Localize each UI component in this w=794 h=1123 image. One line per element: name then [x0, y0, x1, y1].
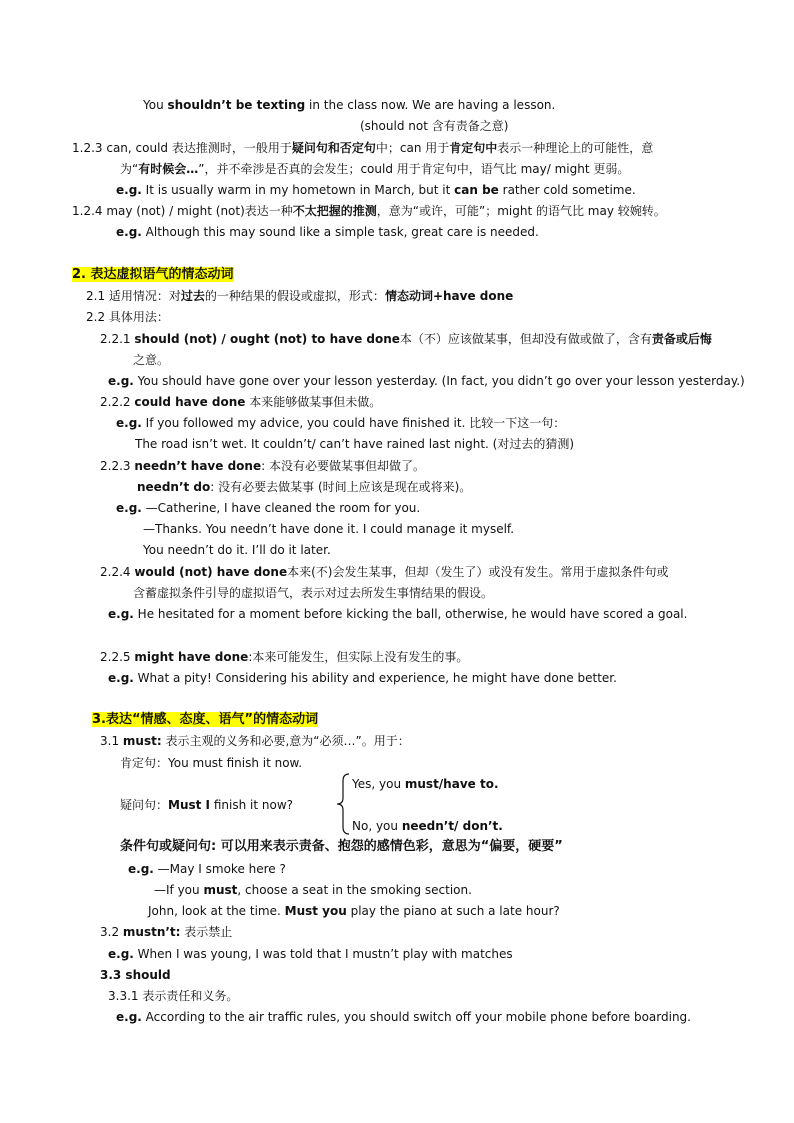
example-line: e.g. He hesitated for a moment before kicking the ball, otherwise, he would have scored a goal. [108, 607, 688, 621]
section-1-2-3: 1.2.3 can, could 表达推测时，一般用于疑问句和否定句中；can 用于肯定句中表示一种理论上的可能性，意 [72, 141, 654, 155]
example-line: e.g. If you followed my advice, you could have finished it. 比较一下这一句： [116, 416, 566, 430]
example-line: John, look at the time. Must you play the piano at such a late hour? [148, 904, 560, 918]
example-line: e.g. —Catherine, I have cleaned the room for you. [116, 501, 421, 515]
example-line: —If you must, choose a seat in the smoking section. [154, 883, 472, 897]
example-line: e.g. Although this may sound like a simple task, great care is needed. [116, 225, 539, 239]
example-line: —Thanks. You needn’t have done it. I could manage it myself. [143, 522, 515, 536]
example-line: e.g. It is usually warm in my hometown in March, but it can be rather cold sometime. [116, 183, 636, 197]
example-line: You shouldn’t be texting in the class now. We are having a lesson. [143, 98, 556, 112]
section-2-2-4: 2.2.4 would (not) have done本来(不)会发生某事，但却（发生了）或没有发生。常用于虚拟条件句或 [100, 565, 669, 579]
paragraph-line: 疑问句：Must I finish it now? [120, 798, 293, 812]
example-line: e.g. You should have gone over your lesson yesterday. (In fact, you didn’t go over your lesson yesterday.) [108, 374, 745, 388]
section-2-2: 2.2 具体用法： [86, 310, 169, 324]
section-3-3-1: 3.3.1 表示责任和义务。 [108, 989, 239, 1003]
note-line: (should not 含有责备之意) [360, 119, 509, 133]
section-2-2-2: 2.2.2 could have done 本来能够做某事但未做。 [100, 395, 382, 409]
section-2-2-5: 2.2.5 might have done:本来可能发生，但实际上没有发生的事。 [100, 650, 469, 664]
example-line: You needn’t do it. I’ll do it later. [143, 543, 331, 557]
section-2-2-1: 2.2.1 should (not) / ought (not) to have done本（不）应该做某事，但却没有做或做了，含有责备或后悔 [100, 332, 712, 346]
section-3-3: 3.3 should [100, 968, 171, 982]
example-line: The road isn’t wet. It couldn’t/ can’t have rained last night. (对过去的猜测) [135, 437, 575, 451]
section-3-2: 3.2 mustn’t: 表示禁止 [100, 925, 233, 939]
paragraph-line: 之意。 [133, 353, 170, 367]
answer-line: Yes, you must/have to. [352, 777, 499, 791]
example-line: e.g. When I was young, I was told that I mustn’t play with matches [108, 947, 513, 961]
example-line: e.g. According to the air traffic rules, you should switch off your mobile phone before boarding. [116, 1010, 691, 1024]
section-2-1: 2.1 适用情况：对过去的一种结果的假设或虚拟，形式：情态动词+have done [86, 289, 514, 303]
section-2-2-3: 2.2.3 needn’t have done: 本没有必要做某事但却做了。 [100, 459, 425, 473]
paragraph-line: 肯定句：You must finish it now. [120, 756, 303, 770]
section-heading: 3.表达“情感、态度、语气”的情态动词 [92, 712, 319, 727]
example-line: e.g. What a pity! Considering his ability and experience, he might have done better. [108, 671, 617, 685]
paragraph-line: 为“有时候会…”，并不牵涉是否真的会发生；could 用于肯定句中，语气比 may/ might 更弱。 [120, 162, 630, 176]
example-line: e.g. —May I smoke here ? [128, 862, 286, 876]
section-3-1: 3.1 must: 表示主观的义务和必要,意为“必须…”。用于： [100, 734, 410, 748]
paragraph-line: needn’t do: 没有必要去做某事 (时间上应该是现在或将来)。 [137, 480, 472, 494]
section-1-2-4: 1.2.4 may (not) / might (not)表达一种不太把握的推测，意为“或许，可能”；might 的语气比 may 较婉转。 [72, 204, 666, 218]
section-heading: 2. 表达虚拟语气的情态动词 [72, 267, 234, 282]
curly-brace-icon [334, 772, 352, 836]
paragraph-line: 含蓄虚拟条件引导的虚拟语气，表示对过去所发生事情结果的假设。 [133, 586, 494, 600]
answer-line: No, you needn’t/ don’t. [352, 819, 503, 833]
paragraph-line: 条件句或疑问句: 可以用来表示责备、抱怨的感情色彩，意思为“偏要，硬要” [120, 839, 563, 854]
